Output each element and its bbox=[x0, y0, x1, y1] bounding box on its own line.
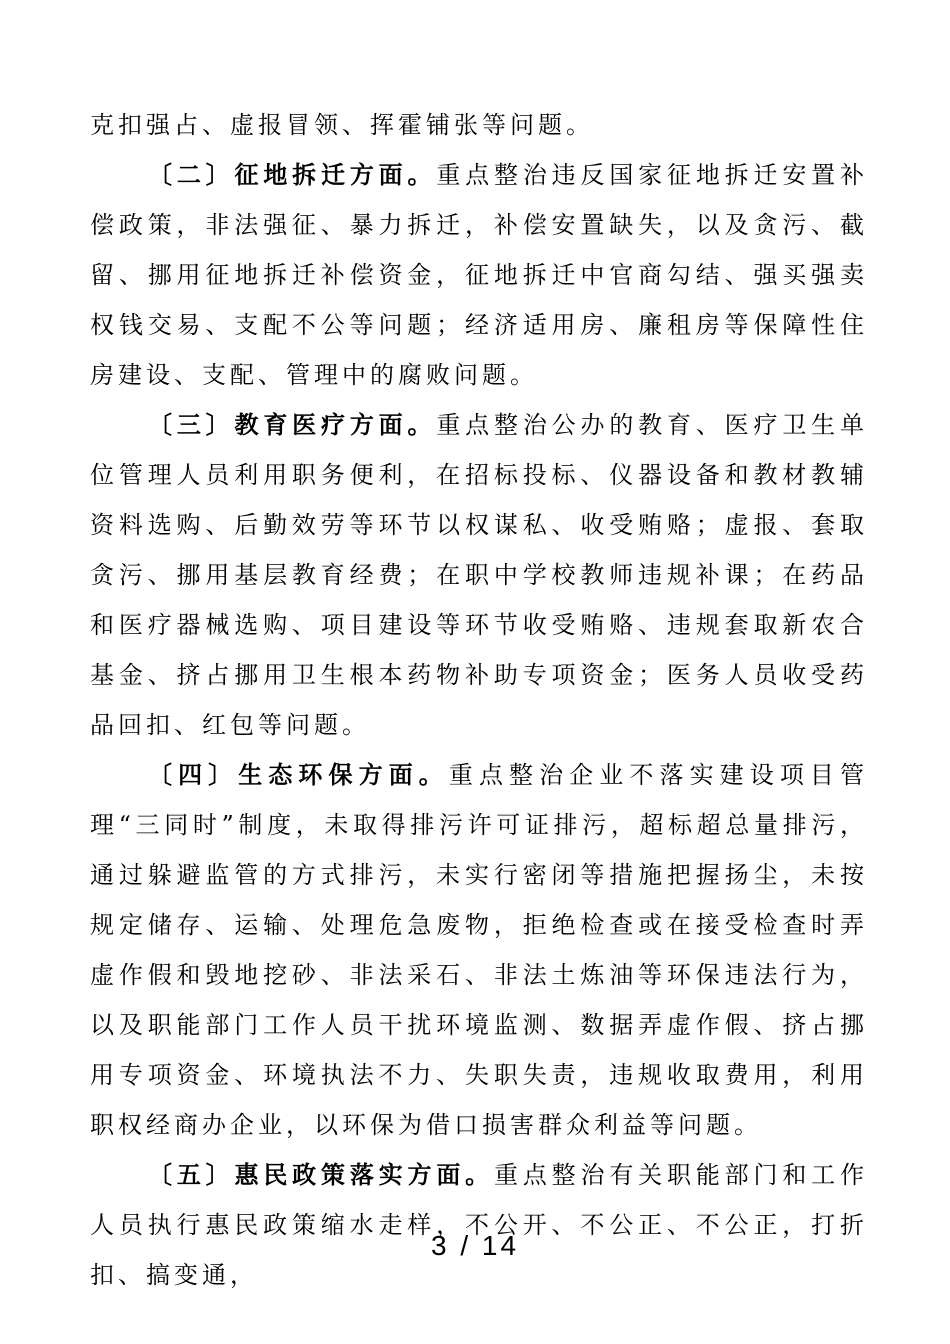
page-number: 3 / 14 bbox=[430, 1230, 520, 1261]
paragraph-4 bbox=[90, 750, 868, 1150]
paragraph-heading: 〔三〕教育医疗方面。 bbox=[148, 410, 437, 439]
paragraph-2 bbox=[90, 150, 868, 400]
paragraph-text: 重点整治公办的教育、医疗卫生单位管理人员利用职务便利，在招标投标、仪器设备和教材教辅资料选购、后勤效劳等环节以权谋私、收受贿赂；虚报、套取贪污、挪用基层教育经费；在职中学校教师违规补课；在药品和医疗器械选购、项目建设等环节收受贿赂、违规套取新农合基金、挤占挪用卫生根本药物补助专项资金；医务人员收受药品回扣、红包等问题。 bbox=[90, 411, 869, 739]
paragraph-1 bbox=[90, 100, 868, 150]
paragraph-5 bbox=[90, 1150, 868, 1300]
paragraph-text: 克扣强占、虚报冒领、挥霍铺张等问题。 bbox=[90, 111, 594, 139]
paragraph-text: 重点整治有关职能部门和工作人员执行惠民政策缩水走样，不公开、不公正、不公正，打折扣、搞变通， bbox=[90, 1161, 868, 1289]
document-body bbox=[90, 100, 868, 1300]
paragraph-heading: 〔五〕惠民政策落实方面。 bbox=[148, 1160, 494, 1189]
paragraph-heading: 〔四〕生态环保方面。 bbox=[148, 760, 449, 789]
paragraph-text: 重点整治违反国家征地拆迁安置补偿政策，非法强征、暴力拆迁，补偿安置缺失，以及贪污、截留、挪用征地拆迁补偿资金，征地拆迁中官商勾结、强买强卖权钱交易、支配不公等问题；经济适用房、廉租房等保障性住房建设、支配、管理中的腐败问题。 bbox=[90, 161, 869, 389]
paragraph-text: 重点整治企业不落实建设项目管理“三同时”制度，未取得排污许可证排污，超标超总量排污，通过躲避监管的方式排污，未实行密闭等措施把握扬尘，未按规定储存、运输、处理危急废物，拒绝检查或在接受检查时弄虚作假和毁地挖砂、非法采石、非法土炼油等环保违法行为，以及职能部门工作人员干扰环境监测、数据弄虚作假、挤占挪用专项资金、环境执法不力、失职失责，违规收取费用，利用职权经商办企业，以环保为借口损害群众利益等问题。 bbox=[90, 761, 869, 1139]
paragraph-3 bbox=[90, 400, 868, 750]
paragraph-heading: 〔二〕征地拆迁方面。 bbox=[148, 160, 437, 189]
